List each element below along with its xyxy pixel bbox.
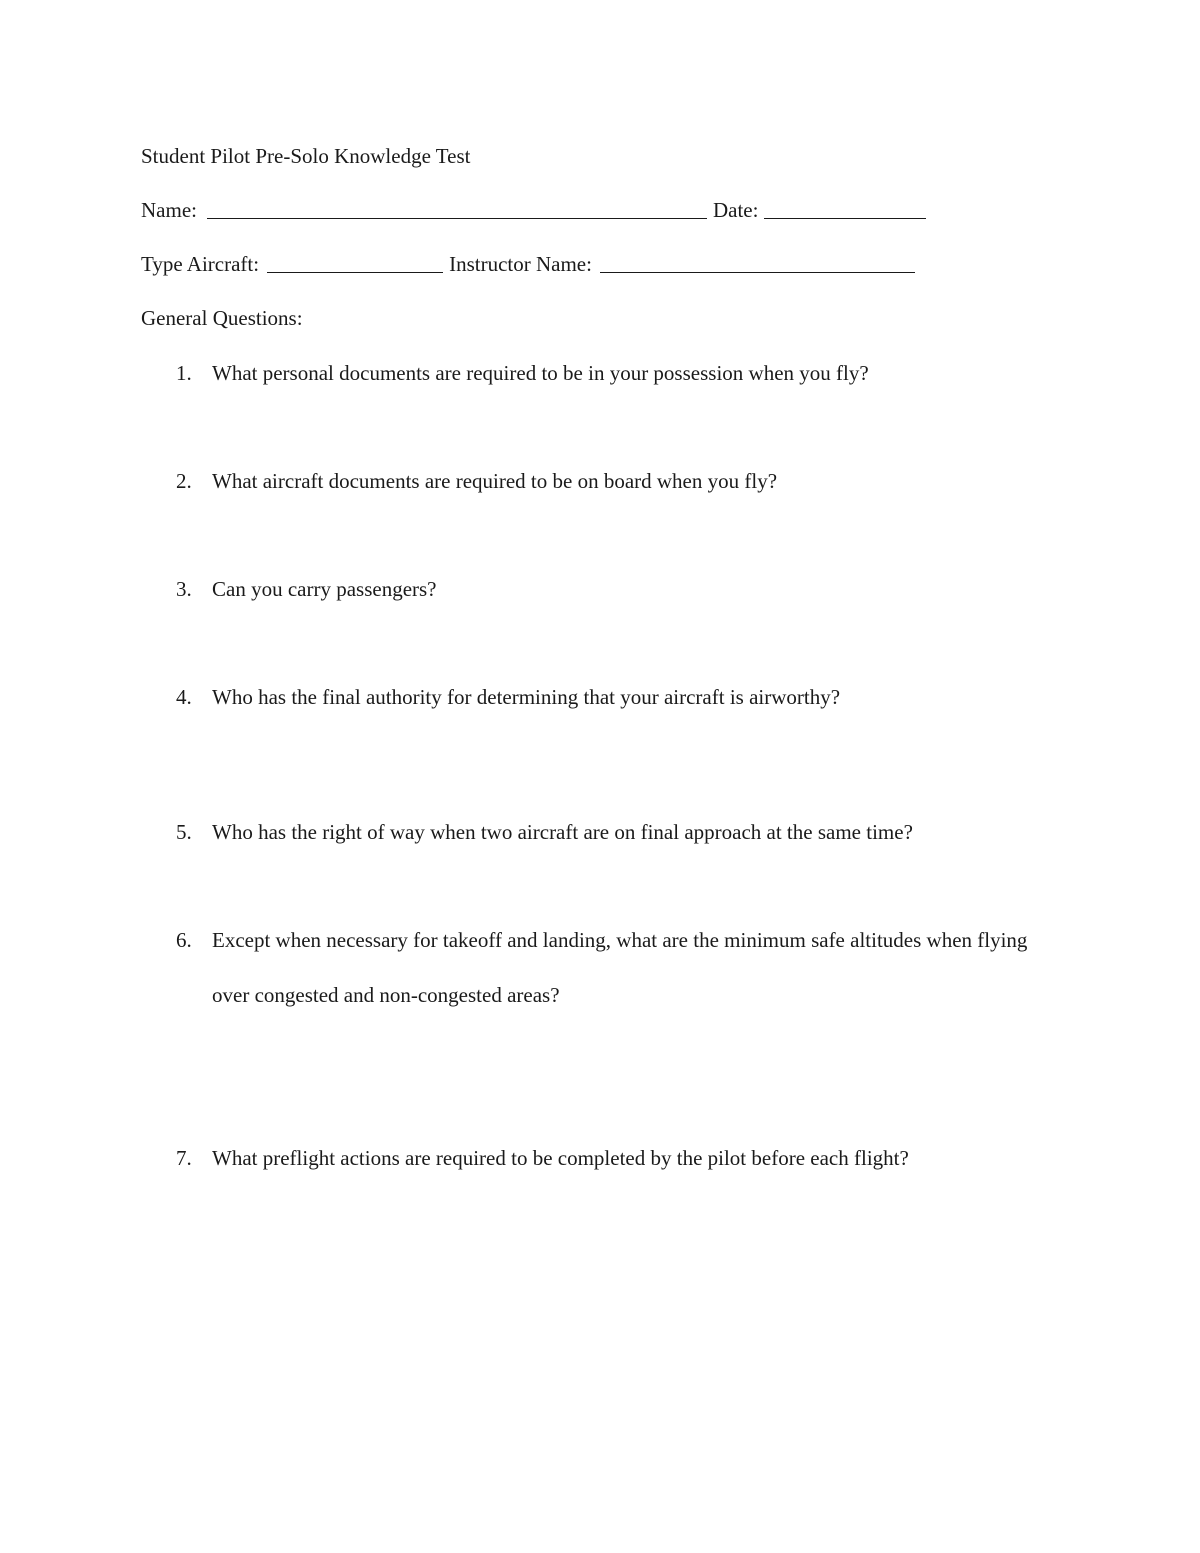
question-text: Who has the final authority for determining that your aircraft is airworthy?	[212, 685, 841, 709]
page-title: Student Pilot Pre-Solo Knowledge Test	[141, 144, 471, 168]
question-number: 7.	[176, 1146, 192, 1170]
date-field[interactable]	[764, 200, 926, 219]
name-field[interactable]	[207, 200, 707, 219]
question-text: Can you carry passengers?	[212, 577, 437, 601]
section-heading: General Questions:	[141, 306, 303, 330]
name-date-row	[141, 200, 926, 221]
aircraft-instructor-row	[141, 254, 915, 275]
instructor-field[interactable]	[600, 254, 915, 273]
instructor-label: Instructor Name:	[449, 252, 592, 276]
question-text: Except when necessary for takeoff and landing, what are the minimum safe altitudes when flying over congested and non-congested areas?	[212, 928, 1028, 1007]
question-text: What personal documents are required to be in your possession when you fly?	[212, 361, 869, 385]
aircraft-label: Type Aircraft:	[141, 252, 260, 276]
question-text: Who has the right of way when two aircraft are on final approach at the same time?	[212, 820, 913, 844]
question-number: 5.	[176, 820, 192, 844]
question-text: What preflight actions are required to be completed by the pilot before each flight?	[212, 1146, 909, 1170]
question-number: 1.	[176, 361, 192, 385]
date-label: Date:	[712, 198, 759, 222]
aircraft-field[interactable]	[267, 254, 443, 273]
name-label: Name:	[141, 198, 197, 222]
question-text: What aircraft documents are required to be on board when you fly?	[212, 469, 778, 493]
question-number: 6.	[176, 928, 192, 952]
question-number: 4.	[176, 685, 192, 709]
question-number: 3.	[176, 577, 192, 601]
question-number: 2.	[176, 469, 192, 493]
